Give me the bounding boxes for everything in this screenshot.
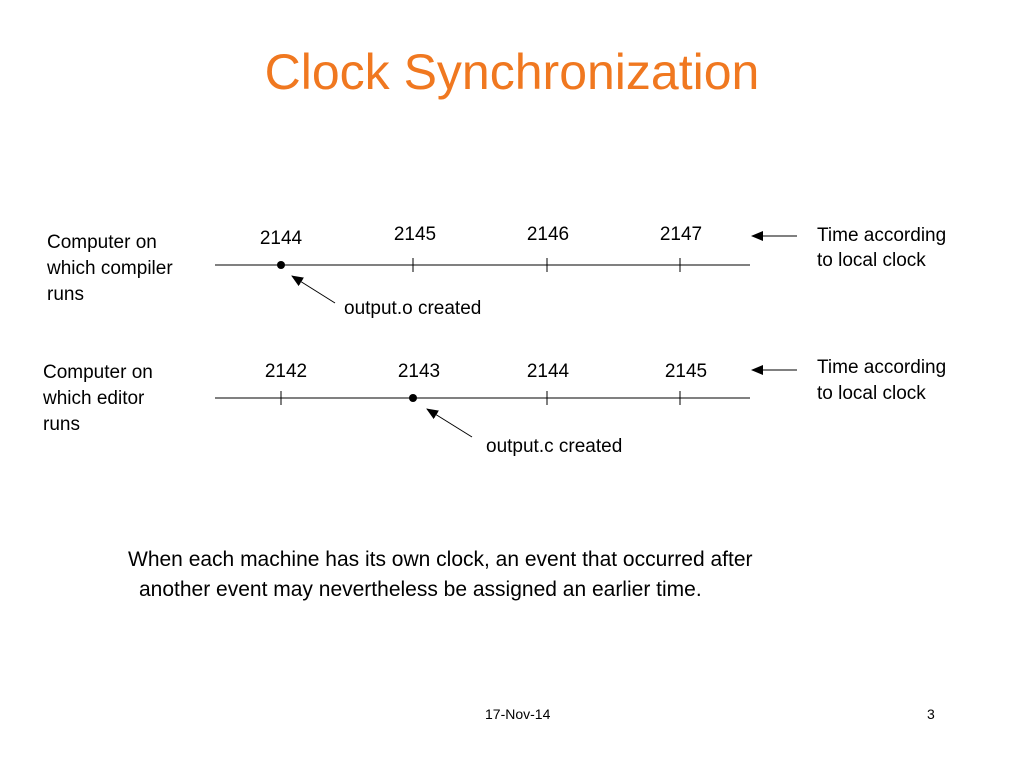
clock-note-line: to local clock: [817, 383, 926, 404]
tick-label: 2142: [264, 361, 308, 382]
caption-line: another event may nevertheless be assigned an earlier time.: [139, 578, 702, 601]
tick-label: 2143: [397, 361, 441, 382]
tick-label: 2145: [393, 224, 437, 245]
caption: [128, 545, 928, 605]
event-label: output.o created: [344, 298, 482, 319]
tick-label: 2145: [664, 361, 708, 382]
machine-label-line: Computer on: [47, 232, 157, 253]
event-arrow: [427, 409, 472, 437]
event-dot: [409, 394, 417, 402]
clock-note-line: Time according: [817, 357, 947, 378]
timeline-compiler: [46, 224, 946, 319]
machine-label-line: which compiler: [47, 258, 173, 279]
tick-label: 2144: [526, 361, 570, 382]
machine-label-line: runs: [47, 284, 84, 305]
event-label: output.c created: [486, 436, 623, 457]
machine-label-line: runs: [43, 414, 80, 435]
event-arrow: [292, 276, 335, 303]
machine-label-line: which editor: [43, 388, 145, 409]
tick-label: 2147: [659, 224, 703, 245]
clock-note-line: to local clock: [817, 250, 926, 271]
footer-date: 17-Nov-14: [485, 706, 551, 722]
clock-note-line: Time according: [817, 225, 947, 246]
event-dot: [277, 261, 285, 269]
tick-label: 2146: [526, 224, 570, 245]
machine-label-line: Computer on: [43, 362, 153, 383]
caption-line: When each machine has its own clock, an event that occurred after: [128, 548, 753, 571]
timeline-editor: [42, 357, 946, 457]
slide-title: Clock Synchronization: [264, 44, 760, 100]
tick-label: 2144: [259, 228, 303, 249]
page-number: 3: [927, 706, 935, 722]
